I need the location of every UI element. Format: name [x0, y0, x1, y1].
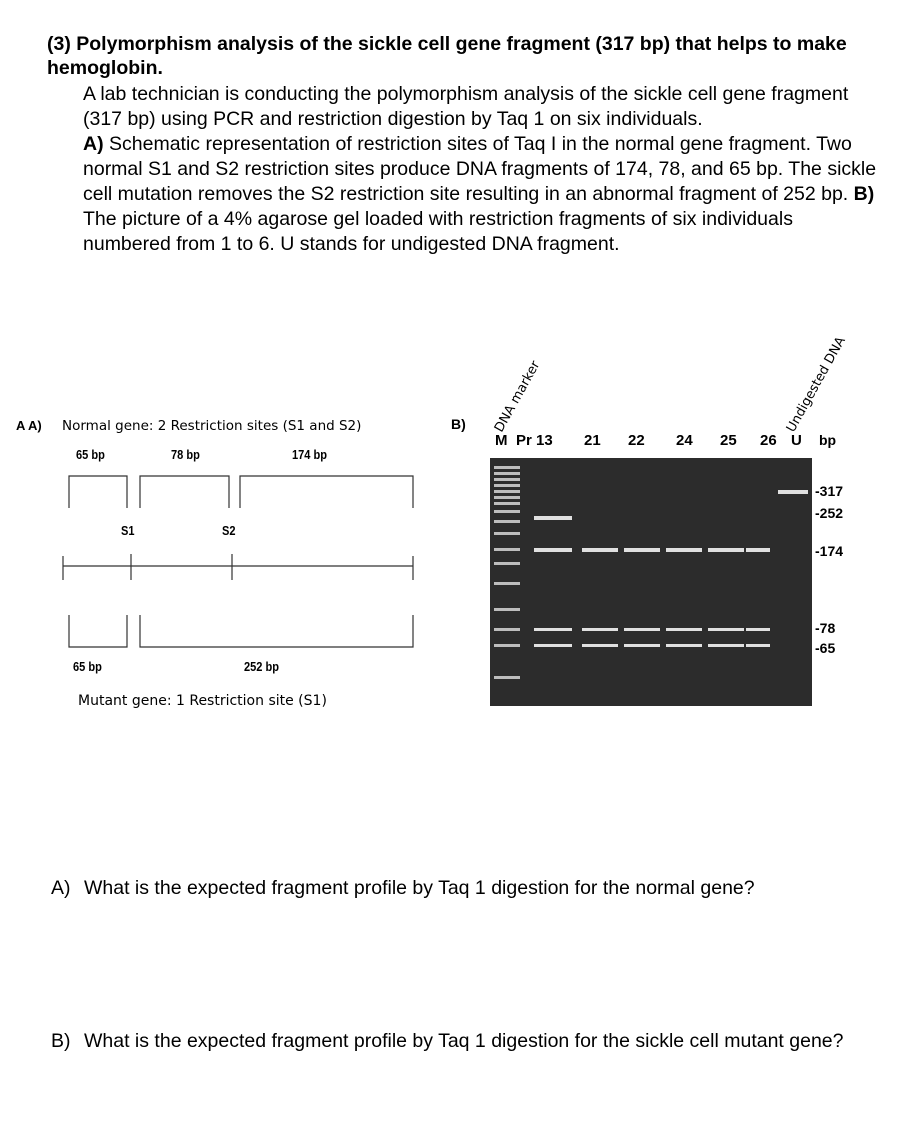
ladder-band [494, 628, 520, 631]
ladder-band [494, 510, 520, 513]
part-a-description: A) Schematic representation of restriction sites of Taq I in the normal gene fragment. Two normal S1 and S2 restriction sites produce DNA fragments of 174, 78, and 65 bp. The sickle cell mutation removes the S2 restriction site resulting in an abnormal fragment of 252 bp. B) The picture of a 4% agarose gel loaded with restriction fragments of six individuals numbered from 1 to 6. U stands for undigested DNA fragment. [83, 133, 877, 255]
gel-bands [490, 458, 812, 706]
ladder-band [494, 644, 520, 647]
question-a [51, 876, 871, 901]
ladder-band [494, 676, 520, 679]
band-lane4-78 [666, 628, 702, 631]
band-lane1-65 [534, 644, 572, 647]
dna-marker-label: DNA marker [491, 358, 544, 435]
site-s1-label: S1 [121, 523, 135, 538]
bracket-65bp-normal [69, 476, 127, 508]
agarose-gel [490, 458, 812, 706]
lane-label-3: 22 [628, 432, 645, 449]
ladder-band [494, 484, 520, 487]
band-lane5-65 [708, 644, 744, 647]
question-number: (3) [47, 33, 71, 55]
band-lane4-65 [666, 644, 702, 647]
bracket-65bp-mutant [69, 615, 127, 647]
mutant-gene-title: Mutant gene: 1 Restriction site (S1) [78, 693, 327, 709]
band-lane1-78 [534, 628, 572, 631]
normal-fragment-174: 174 bp [292, 447, 328, 462]
band-lane2-78 [582, 628, 618, 631]
ladder-band [494, 502, 520, 505]
panel-a-label: A A) [16, 418, 42, 433]
ladder-band [494, 562, 520, 565]
ladder-band [494, 466, 520, 469]
question-b [51, 1029, 871, 1054]
band-lane4-174 [666, 548, 702, 552]
site-s2-label: S2 [222, 523, 236, 538]
band-lane1-252 [534, 516, 572, 520]
bracket-174bp-normal [240, 476, 413, 508]
bp-header: bp [819, 432, 837, 448]
bracket-78bp-normal [140, 476, 229, 508]
band-lane2-65 [582, 644, 618, 647]
ladder-band [494, 548, 520, 551]
restriction-site-diagram [0, 0, 440, 720]
normal-fragment-65: 65 bp [76, 447, 105, 462]
bp-tick-317: -317 [815, 483, 844, 499]
band-lane5-78 [708, 628, 744, 631]
ladder-band [494, 582, 520, 585]
band-lane3-65 [624, 644, 660, 647]
band-lane3-78 [624, 628, 660, 631]
question-a-text: What is the expected fragment profile by Taq 1 digestion for the normal gene? [84, 877, 755, 899]
question-title: Polymorphism analysis of the sickle cell gene fragment (317 bp) that helps to make hemoglobin. [47, 33, 847, 79]
band-lane6-174 [746, 548, 770, 552]
ladder-band [494, 520, 520, 523]
lane-label-undigested: U [791, 432, 802, 449]
question-a-label: A) [51, 877, 71, 899]
band-lane2-174 [582, 548, 618, 552]
bp-tick-65: -65 [815, 640, 836, 656]
ladder-band [494, 496, 520, 499]
ladder-band [494, 532, 520, 535]
band-lane1-174 [534, 548, 572, 552]
bp-tick-174: -174 [815, 543, 844, 559]
band-undigested-317 [778, 490, 808, 494]
lane-label-2: 21 [584, 432, 601, 449]
bracket-252bp-mutant [140, 615, 413, 647]
question-b-label: B) [51, 1030, 71, 1052]
normal-fragment-78: 78 bp [171, 447, 200, 462]
lane-label-marker: M [495, 432, 508, 449]
ladder-band [494, 608, 520, 611]
normal-gene-title: Normal gene: 2 Restriction sites (S1 and S2) [62, 418, 362, 434]
mutant-fragment-252: 252 bp [244, 659, 280, 674]
undigested-dna-label: Undigested DNA [783, 334, 849, 435]
lane-label-1: Pr 13 [516, 432, 553, 449]
lane-label-5: 25 [720, 432, 737, 449]
band-lane3-174 [624, 548, 660, 552]
ladder-band [494, 472, 520, 475]
lane-label-4: 24 [676, 432, 693, 449]
band-lane5-174 [708, 548, 744, 552]
band-lane6-78 [746, 628, 770, 631]
panel-b-label: B) [451, 416, 466, 432]
bp-tick-252: -252 [815, 505, 844, 521]
bp-tick-78: -78 [815, 620, 836, 636]
lane-label-6: 26 [760, 432, 777, 449]
ladder-band [494, 490, 520, 493]
mutant-fragment-65: 65 bp [73, 659, 102, 674]
question-b-text: What is the expected fragment profile by Taq 1 digestion for the sickle cell mutant gene? [84, 1030, 844, 1052]
band-lane6-65 [746, 644, 770, 647]
ladder-band [494, 478, 520, 481]
intro-text: A lab technician is conducting the polymorphism analysis of the sickle cell gene fragment (317 bp) using PCR and restriction digestion by Taq 1 on six individuals. [83, 83, 849, 130]
